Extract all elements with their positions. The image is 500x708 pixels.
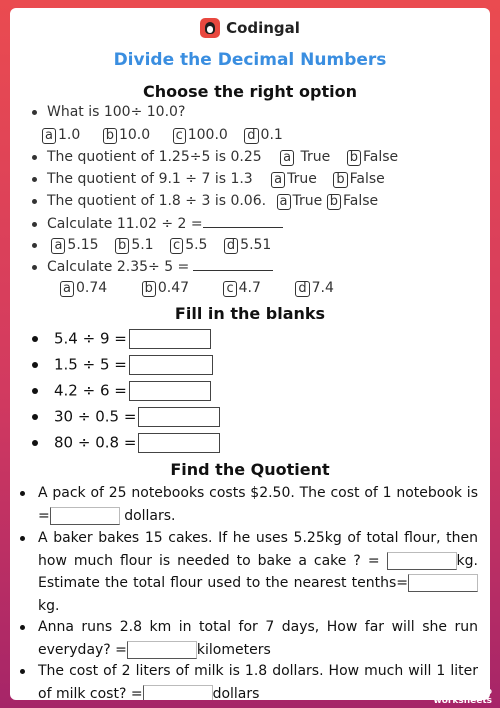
bullet-icon [32, 414, 38, 420]
option-b[interactable]: b 5.1 [115, 237, 154, 254]
section-heading-choose: Choose the right option [143, 82, 357, 101]
bullet-icon [32, 362, 38, 368]
fill-row-4: 30 ÷ 0.5 = [32, 407, 220, 427]
option-false[interactable]: b False [347, 149, 398, 166]
option-true[interactable]: a True [271, 171, 317, 188]
answer-box[interactable] [129, 329, 211, 349]
brand-name: Codingal [226, 19, 300, 37]
word-problem-1: A pack of 25 notebooks costs $2.50. The cost of 1 notebook is = dollars. [38, 482, 478, 527]
option-d[interactable]: d 0.1 [244, 127, 283, 144]
option-a[interactable]: a 5.15 [51, 237, 98, 254]
fill-row-1: 5.4 ÷ 9 = [32, 329, 211, 349]
word-problem-3: Anna runs 2.8 km in total for 7 days, How far will she run everyday? = kilometers [38, 616, 478, 661]
answer-blank[interactable] [193, 258, 273, 271]
bullet-icon [20, 536, 25, 541]
question-2: The quotient of 1.25÷5 is 0.25 a True b False [32, 149, 410, 166]
bullet-icon [32, 177, 37, 182]
answer-box[interactable] [129, 381, 211, 401]
option-c[interactable]: c 5.5 [170, 237, 207, 254]
option-c[interactable]: c 100.0 [173, 127, 228, 144]
question-4: The quotient of 1.8 ÷ 3 is 0.06. a True b False [32, 193, 390, 210]
option-a[interactable]: a 0.74 [60, 280, 107, 297]
bullet-icon [32, 440, 38, 446]
question-5: Calculate 11.02 ÷ 2 = [32, 215, 283, 232]
bullet-icon [32, 222, 37, 227]
option-c[interactable]: c 4.7 [223, 280, 260, 297]
word-problem-4: The cost of 2 liters of milk is 1.8 dollars. How much will 1 liter of milk cost? = dollars [38, 660, 478, 700]
option-true[interactable]: a True [280, 149, 330, 166]
bullet-icon [32, 199, 37, 204]
bullet-icon [32, 243, 37, 248]
bullet-icon [20, 625, 25, 630]
fill-row-3: 4.2 ÷ 6 = [32, 381, 211, 401]
answer-box[interactable] [138, 433, 220, 453]
option-d[interactable]: d 5.51 [224, 237, 271, 254]
answer-box[interactable] [129, 355, 213, 375]
option-false[interactable]: b False [327, 193, 378, 210]
answer-box[interactable] [408, 574, 478, 592]
bullet-icon [20, 491, 25, 496]
footer-watermark: TO worksheets [433, 688, 492, 706]
question-6-options [60, 280, 346, 297]
question-5-options [32, 237, 283, 254]
question-3: The quotient of 9.1 ÷ 7 is 1.3 a True b False [32, 171, 397, 188]
bullet-icon [32, 155, 37, 160]
fill-row-5: 80 ÷ 0.8 = [32, 433, 220, 453]
option-true[interactable]: a True [277, 193, 323, 210]
bullet-icon [32, 336, 38, 342]
bullet-icon [20, 669, 25, 674]
worksheet-page [10, 8, 490, 700]
section-heading-quotient: Find the Quotient [170, 460, 330, 479]
question-text: What is 100÷ 10.0? [47, 104, 186, 120]
option-a[interactable]: a 1.0 [42, 127, 80, 144]
option-b[interactable]: b 0.47 [142, 280, 189, 297]
option-false[interactable]: b False [333, 171, 384, 188]
fill-row-2: 1.5 ÷ 5 = [32, 355, 213, 375]
answer-box[interactable] [127, 641, 197, 659]
codingal-logo-icon [200, 18, 220, 38]
question-1 [32, 104, 185, 120]
answer-box[interactable] [143, 685, 213, 701]
answer-box[interactable] [138, 407, 220, 427]
bullet-icon [32, 110, 37, 115]
brand-logo [10, 18, 490, 38]
word-problem-2: A baker bakes 15 cakes. If he uses 5.25kg of total flour, then how much flour is needed to bake a cake ? = kg. Estimate the total flour used to the nearest tenths=kg. [38, 527, 478, 617]
section-heading-fill: Fill in the blanks [174, 304, 326, 323]
bullet-icon [32, 265, 37, 270]
question-6: Calculate 2.35÷ 5 = [32, 258, 273, 275]
answer-blank[interactable] [203, 215, 283, 228]
bullet-icon [32, 388, 38, 394]
page-title: Divide the Decimal Numbers [113, 50, 387, 70]
option-d[interactable]: d 7.4 [295, 280, 334, 297]
answer-box[interactable] [50, 507, 120, 525]
option-b[interactable]: b 10.0 [103, 127, 150, 144]
answer-box[interactable] [387, 552, 457, 570]
question-1-options [42, 127, 295, 144]
